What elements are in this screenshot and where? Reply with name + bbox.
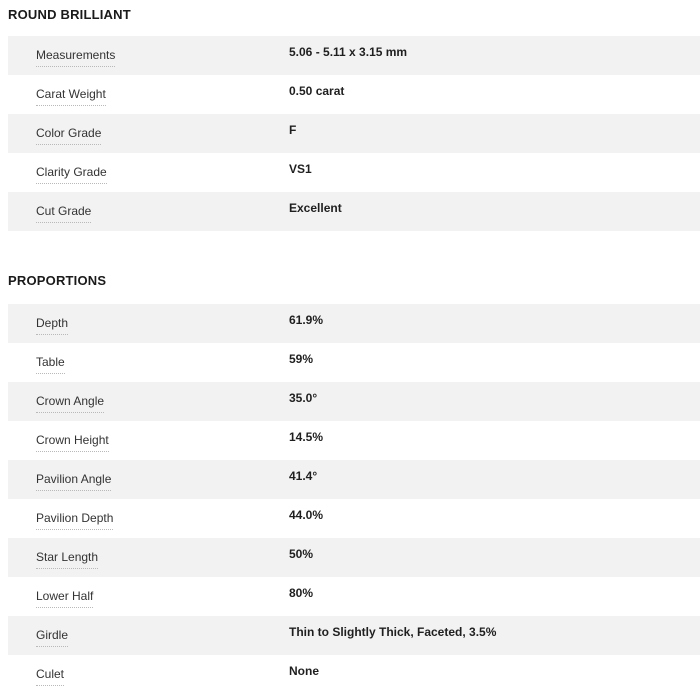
proportions-section — [0, 273, 700, 694]
section-title-proportions: PROPORTIONS — [8, 273, 107, 288]
spec-value: F — [289, 123, 297, 137]
spec-row-pavilion-depth — [8, 499, 700, 538]
spec-label[interactable]: Clarity Grade — [36, 165, 107, 184]
spec-row-clarity-grade — [8, 153, 700, 192]
spec-row-pavilion-angle — [8, 460, 700, 499]
spec-value: 41.4° — [289, 469, 318, 483]
spec-label[interactable]: Pavilion Angle — [36, 472, 111, 491]
spec-value: 50% — [289, 547, 314, 561]
spec-row-carat-weight — [8, 75, 700, 114]
proportions-table — [8, 304, 700, 694]
spec-row-color-grade — [8, 114, 700, 153]
spec-row-star-length — [8, 538, 700, 577]
spec-value: Excellent — [289, 201, 342, 215]
spec-value: 61.9% — [289, 313, 324, 327]
spec-value: 5.06 - 5.11 x 3.15 mm — [289, 45, 408, 59]
spec-label[interactable]: Culet — [36, 667, 64, 686]
spec-value: None — [289, 664, 319, 678]
spec-row-lower-half — [8, 577, 700, 616]
spec-row-culet — [8, 655, 700, 694]
spec-row-cut-grade — [8, 192, 700, 231]
spec-label[interactable]: Table — [36, 355, 65, 374]
spec-row-measurements — [8, 36, 700, 75]
spec-value: VS1 — [289, 162, 312, 176]
spec-label[interactable]: Girdle — [36, 628, 68, 647]
spec-value: 59% — [289, 352, 314, 366]
spec-label[interactable]: Crown Angle — [36, 394, 104, 413]
spec-value: 35.0° — [289, 391, 318, 405]
round-brilliant-section — [0, 0, 700, 231]
spec-label[interactable]: Carat Weight — [36, 87, 106, 106]
round-brilliant-table — [8, 36, 700, 231]
spec-value: 14.5% — [289, 430, 324, 444]
spec-label[interactable]: Depth — [36, 316, 68, 335]
spec-value: 0.50 carat — [289, 84, 345, 98]
spec-label[interactable]: Lower Half — [36, 589, 93, 608]
spec-row-girdle — [8, 616, 700, 655]
spec-label[interactable]: Cut Grade — [36, 204, 91, 223]
spec-label[interactable]: Measurements — [36, 48, 115, 67]
spec-value: Thin to Slightly Thick, Faceted, 3.5% — [289, 625, 497, 639]
spec-row-table — [8, 343, 700, 382]
spec-label[interactable]: Color Grade — [36, 126, 101, 145]
spec-label[interactable]: Pavilion Depth — [36, 511, 113, 530]
spec-value: 44.0% — [289, 508, 324, 522]
section-title-round-brilliant: ROUND BRILLIANT — [8, 7, 131, 22]
spec-label[interactable]: Star Length — [36, 550, 98, 569]
spec-value: 80% — [289, 586, 314, 600]
spec-label[interactable]: Crown Height — [36, 433, 109, 452]
spec-row-crown-height — [8, 421, 700, 460]
spec-row-depth — [8, 304, 700, 343]
spec-row-crown-angle — [8, 382, 700, 421]
